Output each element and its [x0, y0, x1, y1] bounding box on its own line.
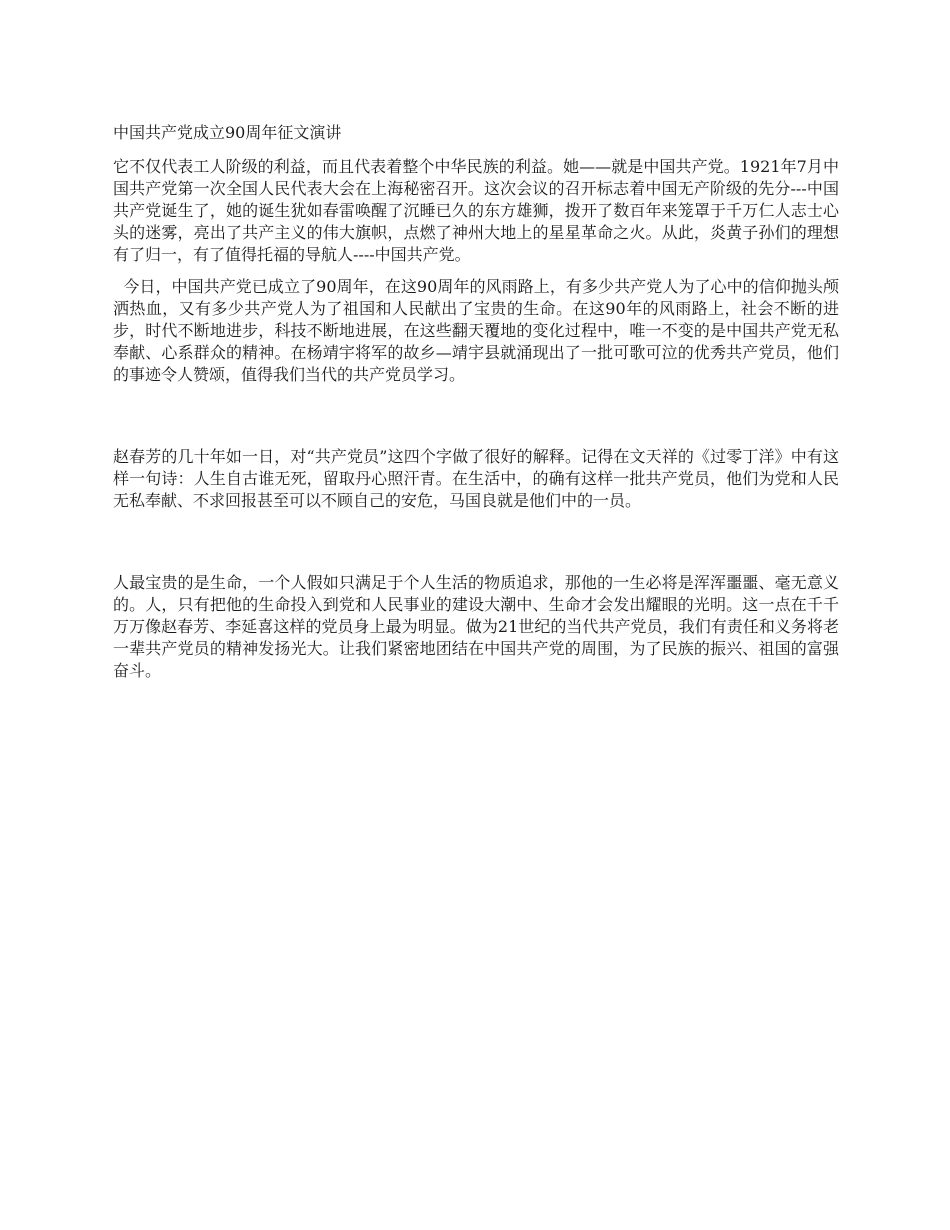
paragraph-ninety-years: 今日，中国共产党已成立了90周年，在这90周年的风雨路上，有多少共产党人为了心中的信仰抛头颅洒热血，又有多少共产党人为了祖国和人民献出了宝贵的生命。在这90年的风雨路上，社会不断的进步，时代不断地进步，科技不断地进展，在这些翻天覆地的变化过程中，唯一不变的是中国共产党无私奉献、心系群众的精神。在杨靖宇将军的故乡—靖宇县就涌现出了一批可歌可泣的优秀共产党员，他们的事迹令人赞颂，值得我们当代的共产党员学习。 [113, 277, 839, 384]
paragraph-zhao-chunfang: 赵春芳的几十年如一日，对“共产党员”这四个字做了很好的解释。记得在文天祥的《过零丁洋》中有这样一句诗：人生自古谁无死，留取丹心照汗青。在生活中，的确有这样一批共产党员，他们为党和人民无私奉献、不求回报甚至可以不顾自己的安危，马国良就是他们中的一员。 [113, 447, 839, 510]
paragraph-intro: 它不仅代表工人阶级的利益，而且代表着整个中华民族的利益。她——就是中国共产党。1921年7月中国共产党第一次全国人民代表大会在上海秘密召开。这次会议的召开标志着中国无产阶级的先分---中国共产党诞生了，她的诞生犹如春雷唤醒了沉睡已久的东方雄狮，拨开了数百年来笼罩于千万仁人志士心头的迷雾，亮出了共产主义的伟大旗帜，点燃了神州大地上的星星革命之火。从此，炎黄子孙们的理想有了归一，有了值得托福的导航人----中国共产党。 [113, 157, 839, 264]
document-title: 中国共产党成立90周年征文演讲 [113, 123, 342, 142]
paragraph-conclusion: 人最宝贵的是生命，一个人假如只满足于个人生活的物质追求，那他的一生必将是浑浑噩噩、毫无意义的。人，只有把他的生命投入到党和人民事业的建设大潮中、生命才会发出耀眼的光明。这一点在千千万万像赵春芳、李延喜这样的党员身上最为明显。做为21世纪的当代共产党员，我们有责任和义务将老一辈共产党员的精神发扬光大。让我们紧密地团结在中国共产党的周围，为了民族的振兴、祖国的富强奋斗。 [113, 573, 839, 680]
document-page [113, 122, 839, 682]
